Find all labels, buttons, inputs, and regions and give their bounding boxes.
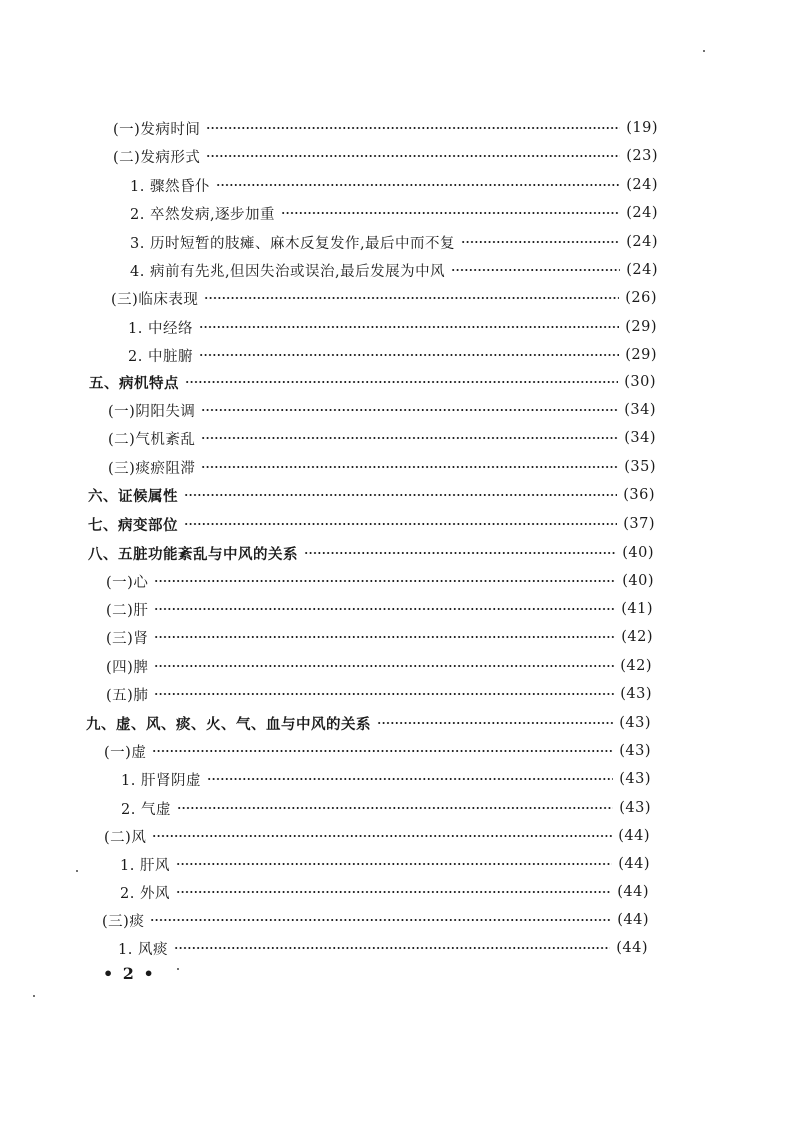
toc-entry-title: 2. 卒然发病,逐步加重 bbox=[130, 206, 276, 223]
toc-leader-dots bbox=[150, 919, 611, 921]
toc-leader-dots bbox=[199, 354, 619, 356]
toc-leader-dots bbox=[154, 665, 614, 667]
toc-entry bbox=[104, 825, 650, 847]
toc-entry bbox=[108, 399, 656, 421]
toc-entry-title: 1. 中经络 bbox=[128, 320, 193, 337]
toc-entry bbox=[113, 117, 658, 139]
toc-entry-page: (24) bbox=[626, 234, 658, 250]
toc-entry bbox=[130, 259, 658, 281]
toc-entry-page: (43) bbox=[619, 743, 651, 759]
toc-entry bbox=[130, 202, 658, 224]
toc-entry-page: (43) bbox=[619, 771, 651, 787]
toc-leader-dots bbox=[176, 863, 612, 865]
toc-entry-title: (二)风 bbox=[104, 829, 147, 846]
toc-entry-title: 2. 中脏腑 bbox=[128, 348, 193, 365]
toc-entry-title: (二)气机紊乱 bbox=[108, 431, 196, 448]
toc-entry bbox=[120, 853, 650, 875]
toc-leader-dots bbox=[304, 552, 616, 554]
toc-leader-dots bbox=[154, 693, 614, 695]
toc-entry-title: (二)发病形式 bbox=[113, 149, 201, 166]
scan-speck bbox=[703, 50, 705, 52]
toc-entry bbox=[106, 598, 653, 620]
toc-leader-dots bbox=[204, 297, 619, 299]
toc-entry bbox=[120, 881, 649, 903]
toc-entry bbox=[86, 712, 651, 734]
toc-entry bbox=[106, 570, 654, 592]
toc-leader-dots bbox=[199, 326, 619, 328]
toc-entry-title: (三)肾 bbox=[106, 630, 149, 647]
toc-entry-page: (41) bbox=[621, 601, 653, 617]
toc-entry-page: (24) bbox=[626, 262, 658, 278]
toc-entry bbox=[108, 427, 656, 449]
toc-entry bbox=[88, 513, 655, 535]
toc-entry-page: (44) bbox=[618, 828, 650, 844]
toc-entry-page: (24) bbox=[626, 205, 658, 221]
scan-speck bbox=[177, 968, 179, 970]
toc-entry bbox=[106, 683, 652, 705]
toc-entry-page: (44) bbox=[617, 884, 649, 900]
toc-leader-dots bbox=[174, 947, 610, 949]
toc-entry-title: 2. 气虚 bbox=[121, 801, 171, 818]
toc-leader-dots bbox=[451, 269, 620, 271]
page-number: • 2 • bbox=[103, 964, 156, 983]
toc-entry-page: (44) bbox=[617, 912, 649, 928]
toc-entry-title: (一)阴阳失调 bbox=[108, 403, 196, 420]
toc-leader-dots bbox=[206, 127, 620, 129]
toc-leader-dots bbox=[201, 409, 618, 411]
toc-entry-title: 五、病机特点 bbox=[89, 374, 179, 392]
toc-entry-title: (四)脾 bbox=[106, 659, 149, 676]
toc-leader-dots bbox=[461, 241, 620, 243]
toc-entry-title: 4. 病前有先兆,但因失治或误治,最后发展为中风 bbox=[130, 263, 446, 280]
toc-entry bbox=[130, 174, 658, 196]
toc-entry-title: 1. 肝风 bbox=[120, 857, 170, 874]
toc-entry-page: (44) bbox=[618, 856, 650, 872]
toc-entry bbox=[130, 231, 658, 253]
toc-entry-title: 2. 外风 bbox=[120, 885, 170, 902]
toc-entry bbox=[111, 287, 657, 309]
toc-entry-title: (一)发病时间 bbox=[113, 121, 201, 138]
toc-entry-title: 3. 历时短暂的肢瘫、麻木反复发作,最后中而不复 bbox=[130, 235, 456, 252]
toc-entry bbox=[89, 371, 656, 393]
toc-leader-dots bbox=[184, 523, 617, 525]
toc-leader-dots bbox=[154, 580, 616, 582]
toc-entry bbox=[102, 909, 649, 931]
toc-leader-dots bbox=[206, 155, 620, 157]
toc-entry-title: (一)心 bbox=[106, 574, 149, 591]
toc-leader-dots bbox=[377, 722, 613, 724]
toc-entry bbox=[128, 316, 657, 338]
toc-entry bbox=[113, 145, 658, 167]
toc-entry-title: 1. 肝肾阴虚 bbox=[121, 772, 201, 789]
toc-entry-page: (29) bbox=[625, 319, 657, 335]
toc-entry-title: (三)痰瘀阻滞 bbox=[108, 460, 196, 477]
toc-entry-page: (40) bbox=[622, 545, 654, 561]
toc-leader-dots bbox=[207, 778, 613, 780]
toc-entry bbox=[121, 797, 651, 819]
toc-leader-dots bbox=[184, 494, 617, 496]
toc-entry-title: (一)虚 bbox=[104, 744, 147, 761]
toc-entry-title: (三)临床表现 bbox=[111, 291, 199, 308]
toc-entry-title: (二)肝 bbox=[106, 602, 149, 619]
toc-entry-page: (24) bbox=[626, 177, 658, 193]
toc-entry-page: (30) bbox=[624, 374, 656, 390]
toc-entry-page: (23) bbox=[626, 148, 658, 164]
scan-speck bbox=[76, 870, 78, 872]
toc-entry-page: (43) bbox=[619, 715, 651, 731]
toc-leader-dots bbox=[154, 636, 615, 638]
toc-entry bbox=[104, 740, 651, 762]
toc-entry-title: (三)痰 bbox=[102, 913, 145, 930]
toc-leader-dots bbox=[201, 437, 618, 439]
toc-leader-dots bbox=[177, 807, 613, 809]
toc-leader-dots bbox=[201, 466, 618, 468]
toc-entry-page: (34) bbox=[624, 402, 656, 418]
scan-speck bbox=[33, 995, 35, 997]
toc-entry-page: (26) bbox=[625, 290, 657, 306]
toc-entry-title: 1. 风痰 bbox=[118, 941, 168, 958]
toc-entry-page: (42) bbox=[621, 629, 653, 645]
toc-entry-page: (29) bbox=[625, 347, 657, 363]
toc-entry-title: 1. 骤然昏仆 bbox=[130, 178, 210, 195]
toc-entry-page: (19) bbox=[626, 120, 658, 136]
toc-leader-dots bbox=[152, 835, 612, 837]
toc-leader-dots bbox=[152, 750, 613, 752]
toc-entry-page: (40) bbox=[622, 573, 654, 589]
toc-entry-page: (43) bbox=[620, 686, 652, 702]
toc-entry-page: (44) bbox=[616, 940, 648, 956]
toc-entry-page: (37) bbox=[623, 516, 655, 532]
toc-entry bbox=[106, 626, 653, 648]
toc-entry-page: (35) bbox=[624, 459, 656, 475]
toc-leader-dots bbox=[154, 608, 615, 610]
toc-entry-title: 八、五脏功能紊乱与中风的关系 bbox=[88, 545, 298, 563]
toc-entry-page: (36) bbox=[623, 487, 655, 503]
toc-entry bbox=[88, 542, 654, 564]
toc-entry-title: 九、虚、风、痰、火、气、血与中风的关系 bbox=[86, 715, 371, 733]
toc-leader-dots bbox=[216, 184, 620, 186]
toc-entry bbox=[108, 456, 656, 478]
toc-entry-page: (43) bbox=[619, 800, 651, 816]
toc-leader-dots bbox=[176, 891, 611, 893]
toc-entry-page: (42) bbox=[620, 658, 652, 674]
toc-entry-title: 七、病变部位 bbox=[88, 516, 178, 534]
toc-entry-title: 六、证候属性 bbox=[88, 487, 178, 505]
toc-entry bbox=[121, 768, 651, 790]
toc-leader-dots bbox=[185, 381, 618, 383]
toc-leader-dots bbox=[281, 212, 620, 214]
toc-entry bbox=[88, 484, 655, 506]
toc-entry bbox=[118, 937, 648, 959]
toc-entry bbox=[128, 344, 657, 366]
toc-entry-page: (34) bbox=[624, 430, 656, 446]
toc-entry bbox=[106, 655, 652, 677]
toc-entry-title: (五)肺 bbox=[106, 687, 149, 704]
